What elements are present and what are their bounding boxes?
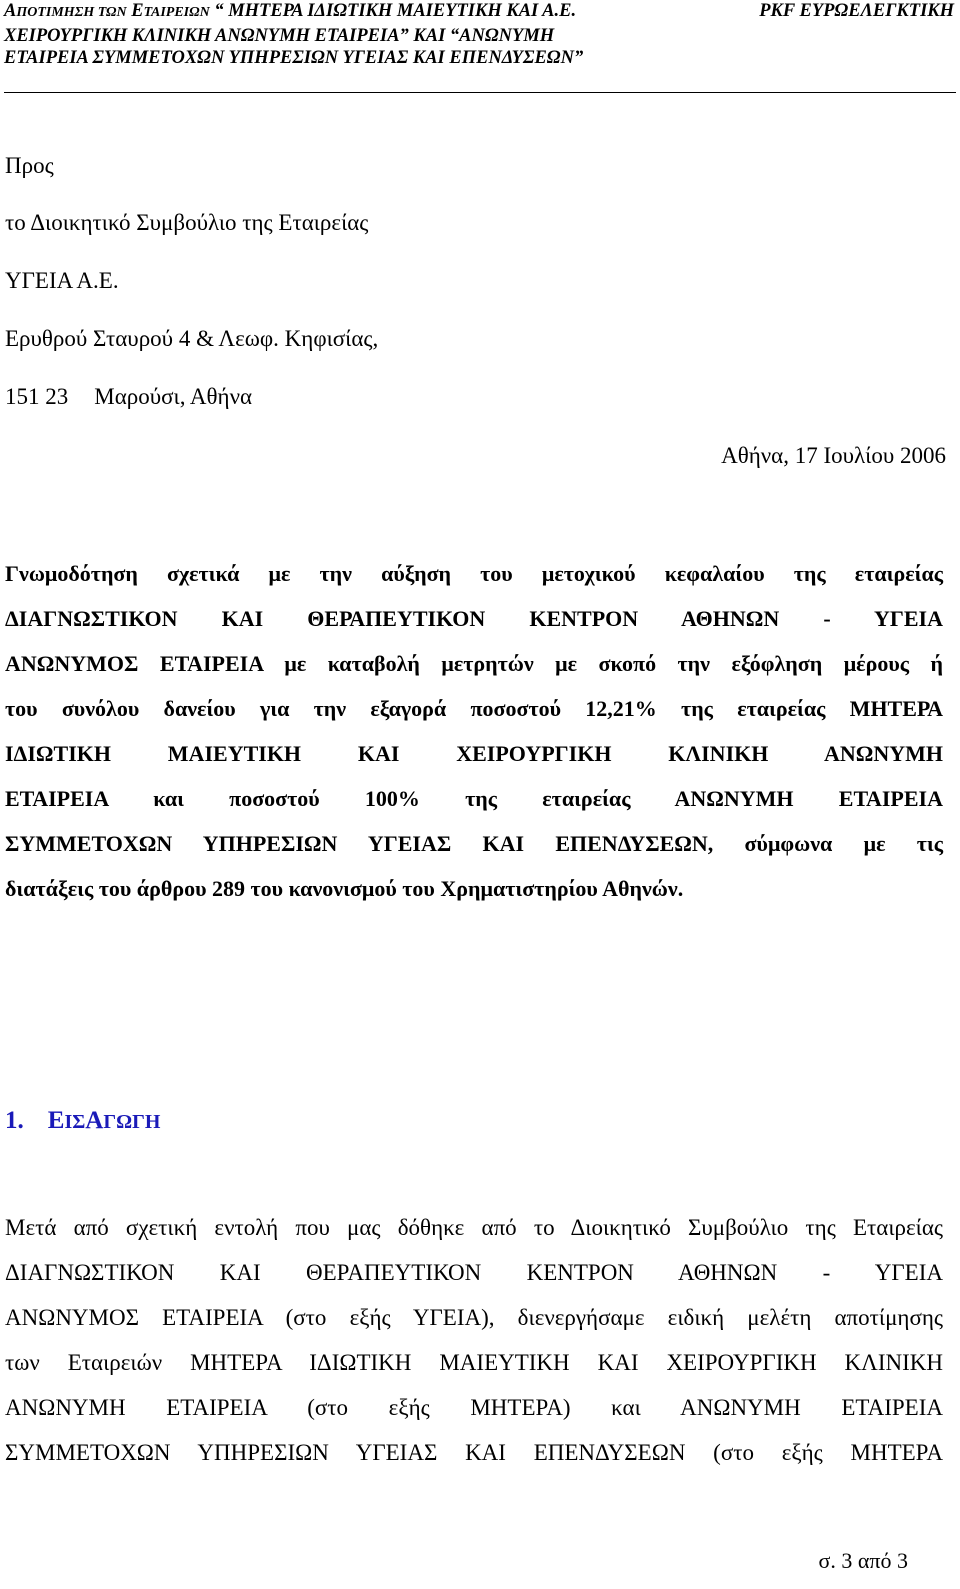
recipient-street: Ερυθρού Σταυρού 4 & Λεωφ. Κηφισίας,	[5, 326, 379, 351]
section-heading: 1. ΕΙΣΑΓΩΓΗ	[5, 1107, 161, 1134]
opinion-line: Γνωμοδότηση σχετικά με την αύξηση του μετοχικού κεφαλαίου της εταιρείας	[5, 561, 943, 586]
intro-line: ΑΝΩΝΥΜΟΣ ΕΤΑΙΡΕΙΑ (στο εξής ΥΓΕΙΑ), διενεργήσαμε ειδική μελέτη αποτίμησης	[5, 1305, 943, 1330]
recipient-to: Προς	[5, 153, 54, 178]
recipient-company: ΥΓΕΙΑ Α.Ε.	[5, 268, 119, 293]
intro-line: των Εταιρειών ΜΗΤΕΡΑ ΙΔΙΩΤΙΚΗ ΜΑΙΕΥΤΙΚΗ ΚΑΙ ΧΕΙΡΟΥΡΓΙΚΗ ΚΛΙΝΙΚΗ	[5, 1350, 943, 1375]
recipient-address	[5, 384, 252, 410]
page-number: σ. 3 από 3	[818, 1548, 908, 1573]
header-title-line3: ΕΤΑΙΡΕΙΑ ΣΥΜΜΕΤΟΧΩΝ ΥΠΗΡΕΣΙΩΝ ΥΓΕΙΑΣ ΚΑΙ ΕΠΕΝΔΥΣΕΩΝ”	[4, 48, 584, 68]
header-title-line2: ΧΕΙΡΟΥΡΓΙΚΗ ΚΛΙΝΙΚΗ ΑΝΩΝΥΜΗ ΕΤΑΙΡΕΙΑ” ΚΑΙ “ΑΝΩΝΥΜΗ	[4, 25, 555, 46]
recipient-postcode: 151 23	[5, 384, 69, 409]
letter-date: Αθήνα, 17 Ιουλίου 2006	[721, 443, 946, 468]
opinion-line: ΣΥΜΜΕΤΟΧΩΝ ΥΠΗΡΕΣΙΩΝ ΥΓΕΙΑΣ ΚΑΙ ΕΠΕΝΔΥΣΕΩΝ, σύμφωνα με τις	[5, 831, 943, 856]
recipient-city: Μαρούσι, Αθήνα	[94, 384, 253, 409]
intro-line: ΣΥΜΜΕΤΟΧΩΝ ΥΠΗΡΕΣΙΩΝ ΥΓΕΙΑΣ ΚΑΙ ΕΠΕΝΔΥΣΕΩΝ (στο εξής ΜΗΤΕΡΑ	[5, 1440, 943, 1465]
header-title	[4, 0, 719, 70]
opinion-line: ΑΝΩΝΥΜΟΣ ΕΤΑΙΡΕΙΑ με καταβολή μετρητών με σκοπό την εξόφληση μέρους ή	[5, 651, 943, 676]
opinion-line: ΙΔΙΩΤΙΚΗ ΜΑΙΕΥΤΙΚΗ ΚΑΙ ΧΕΙΡΟΥΡΓΙΚΗ ΚΛΙΝΙΚΗ ΑΝΩΝΥΜΗ	[5, 741, 943, 766]
header-title-line1: ΑΠΟΤΙΜΗΣΗ ΤΩΝ ΕΤΑΙΡΕΙΩΝ “ ΜΗΤΕΡΑ ΙΔΙΩΤΙΚΗ ΜΑΙΕΥΤΙΚΗ ΚΑΙ Α.Ε.	[4, 1, 577, 21]
header-firm-name: PKF ΕΥΡΩΕΛΕΓΚΤΙΚΗ	[759, 1, 954, 21]
recipient-board: το Διοικητικό Συμβούλιο της Εταιρείας	[5, 210, 369, 235]
opinion-line: ΔΙΑΓΝΩΣΤΙΚΟΝ ΚΑΙ ΘΕΡΑΠΕΥΤΙΚΟΝ ΚΕΝΤΡΟΝ ΑΘΗΝΩΝ - ΥΓΕΙΑ	[5, 606, 943, 631]
section-number: 1.	[5, 1107, 24, 1134]
intro-line: Μετά από σχετική εντολή που μας δόθηκε από το Διοικητικό Συμβούλιο της Εταιρείας	[5, 1215, 943, 1240]
intro-line: ΑΝΩΝΥΜΗ ΕΤΑΙΡΕΙΑ (στο εξής ΜΗΤΕΡΑ) και ΑΝΩΝΥΜΗ ΕΤΑΙΡΕΙΑ	[5, 1395, 943, 1420]
opinion-line: του συνόλου δανείου για την εξαγορά ποσοστού 12,21% της εταιρείας ΜΗΤΕΡΑ	[5, 696, 943, 721]
opinion-line: ΕΤΑΙΡΕΙΑ και ποσοστού 100% της εταιρείας ΑΝΩΝΥΜΗ ΕΤΑΙΡΕΙΑ	[5, 786, 943, 811]
opinion-line: διατάξεις του άρθρου 289 του κανονισμού του Χρηματιστηρίου Αθηνών.	[5, 876, 684, 901]
running-header	[4, 0, 956, 93]
intro-line: ΔΙΑΓΝΩΣΤΙΚΟΝ ΚΑΙ ΘΕΡΑΠΕΥΤΙΚΟΝ ΚΕΝΤΡΟΝ ΑΘΗΝΩΝ - ΥΓΕΙΑ	[5, 1260, 943, 1285]
